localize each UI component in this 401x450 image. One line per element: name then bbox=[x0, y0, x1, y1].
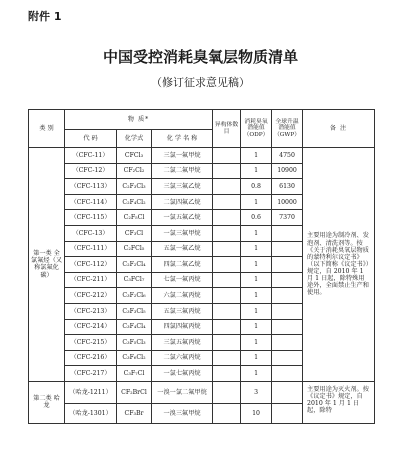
formula-cell: C₂F₄Cl₂ bbox=[117, 194, 152, 210]
formula-cell: C₃F₇Cl bbox=[117, 366, 152, 382]
code-cell: （CFC-13） bbox=[65, 225, 117, 241]
odp-cell: 1 bbox=[241, 163, 272, 179]
chem-name-cell: 七氯一氟丙烷 bbox=[152, 272, 213, 288]
formula-cell: C₂F₃Cl₃ bbox=[117, 179, 152, 195]
code-cell: （CFC-212） bbox=[65, 288, 117, 304]
header-code: 代 码 bbox=[65, 130, 117, 148]
gwp-cell bbox=[272, 241, 303, 257]
odp-cell: 0.6 bbox=[241, 210, 272, 226]
chem-name-cell: 四氯二氟乙烷 bbox=[152, 257, 213, 273]
formula-cell: C₂F₅Cl bbox=[117, 210, 152, 226]
gwp-cell bbox=[272, 366, 303, 382]
formula-cell: C₃F₄Cl₄ bbox=[117, 319, 152, 335]
header-gwp: 全球升温潜能值（GWP） bbox=[272, 110, 303, 148]
formula-cell: CF₂Cl₂ bbox=[117, 163, 152, 179]
odp-cell: 10 bbox=[241, 403, 272, 423]
code-cell: （CFC-11） bbox=[65, 148, 117, 164]
chem-name-cell: 一溴一氯二氟甲烷 bbox=[152, 381, 213, 403]
code-cell: （CFC-115） bbox=[65, 210, 117, 226]
code-cell: （CFC-217） bbox=[65, 366, 117, 382]
header-substance: 物 质* bbox=[65, 110, 213, 130]
gwp-cell: 7370 bbox=[272, 210, 303, 226]
isomers-cell bbox=[213, 381, 241, 403]
category-cell: 第二类 哈龙 bbox=[29, 381, 65, 423]
formula-cell: C₃F₆Cl₂ bbox=[117, 350, 152, 366]
gwp-cell: 4750 bbox=[272, 148, 303, 164]
isomers-cell bbox=[213, 403, 241, 423]
formula-cell: CF₃Cl bbox=[117, 225, 152, 241]
chem-name-cell: 四氯四氟丙烷 bbox=[152, 319, 213, 335]
odp-cell: 3 bbox=[241, 381, 272, 403]
table-body bbox=[29, 148, 375, 424]
formula-cell: C₂FCl₅ bbox=[117, 241, 152, 257]
gwp-cell bbox=[272, 319, 303, 335]
odp-cell: 1 bbox=[241, 319, 272, 335]
code-cell: （CFC-114） bbox=[65, 194, 117, 210]
formula-cell: CF₃Br bbox=[117, 403, 152, 423]
odp-cell: 1 bbox=[241, 194, 272, 210]
isomers-cell bbox=[213, 272, 241, 288]
chem-name-cell: 二氯二氟甲烷 bbox=[152, 163, 213, 179]
header-odp: 消耗臭氧潜能值（ODP） bbox=[241, 110, 272, 148]
header-formula: 化学式 bbox=[117, 130, 152, 148]
chem-name-cell: 五氯三氟丙烷 bbox=[152, 303, 213, 319]
page-title: 中国受控消耗臭氧层物质清单 bbox=[102, 48, 298, 66]
attachment-label: 附件 1 bbox=[28, 10, 62, 23]
odp-cell: 1 bbox=[241, 241, 272, 257]
chem-name-cell: 三氯三氟乙烷 bbox=[152, 179, 213, 195]
code-cell: （CFC-214） bbox=[65, 319, 117, 335]
odp-cell: 1 bbox=[241, 257, 272, 273]
category-cell: 第一类 全氯氟烃（又称氯氟化碳） bbox=[29, 148, 65, 382]
isomers-cell bbox=[213, 210, 241, 226]
formula-cell: C₃F₅Cl₃ bbox=[117, 335, 152, 351]
isomers-cell bbox=[213, 225, 241, 241]
isomers-cell bbox=[213, 148, 241, 164]
chem-name-cell: 一氯三氟甲烷 bbox=[152, 225, 213, 241]
code-cell: （哈龙-1211） bbox=[65, 381, 117, 403]
gwp-cell: 10900 bbox=[272, 163, 303, 179]
header-chem-name: 化 学 名 称 bbox=[152, 130, 213, 148]
chem-name-cell: 一氯五氟乙烷 bbox=[152, 210, 213, 226]
formula-cell: C₂F₂Cl₄ bbox=[117, 257, 152, 273]
gwp-cell bbox=[272, 257, 303, 273]
chem-name-cell: 一氯七氟丙烷 bbox=[152, 366, 213, 382]
odp-cell: 1 bbox=[241, 148, 272, 164]
formula-cell: CFCl₃ bbox=[117, 148, 152, 164]
code-cell: （CFC-215） bbox=[65, 335, 117, 351]
isomers-cell bbox=[213, 288, 241, 304]
odp-cell: 1 bbox=[241, 272, 272, 288]
odp-cell: 1 bbox=[241, 366, 272, 382]
table-row bbox=[29, 148, 375, 164]
odp-cell: 0.8 bbox=[241, 179, 272, 195]
gwp-cell bbox=[272, 303, 303, 319]
isomers-cell bbox=[213, 366, 241, 382]
isomers-cell bbox=[213, 257, 241, 273]
chem-name-cell: 二氯六氟丙烷 bbox=[152, 350, 213, 366]
substance-table bbox=[28, 109, 375, 424]
gwp-cell bbox=[272, 335, 303, 351]
code-cell: （CFC-213） bbox=[65, 303, 117, 319]
isomers-cell bbox=[213, 303, 241, 319]
isomers-cell bbox=[213, 350, 241, 366]
isomers-cell bbox=[213, 319, 241, 335]
formula-cell: CF₂BrCl bbox=[117, 381, 152, 403]
gwp-cell bbox=[272, 225, 303, 241]
isomers-cell bbox=[213, 335, 241, 351]
remark-cell: 主要用途为灭火剂。按《议定书》规定，自 2010 年 1 月 1 日起，除特 bbox=[303, 381, 375, 423]
header-remarks: 备 注 bbox=[303, 110, 375, 148]
isomers-cell bbox=[213, 241, 241, 257]
formula-cell: C₃F₃Cl₅ bbox=[117, 303, 152, 319]
remark-cell: 主要用途为制冷剂、发泡剂、清洗剂等。按《关于消耗臭氧层物质的蒙特利尔议定书》（以下简称《议定书》）规定，自 2010 年 1 月 1 日起，除特殊用途外，全面禁止生产和使用。 bbox=[303, 148, 375, 382]
chem-name-cell: 二氯四氟乙烷 bbox=[152, 194, 213, 210]
gwp-cell bbox=[272, 272, 303, 288]
code-cell: （CFC-113） bbox=[65, 179, 117, 195]
isomers-cell bbox=[213, 163, 241, 179]
code-cell: （哈龙-1301） bbox=[65, 403, 117, 423]
header-category: 类 别 bbox=[29, 110, 65, 148]
gwp-cell: 6130 bbox=[272, 179, 303, 195]
chem-name-cell: 三氯一氟甲烷 bbox=[152, 148, 213, 164]
code-cell: （CFC-211） bbox=[65, 272, 117, 288]
chem-name-cell: 五氯一氟乙烷 bbox=[152, 241, 213, 257]
gwp-cell bbox=[272, 381, 303, 403]
odp-cell: 1 bbox=[241, 303, 272, 319]
isomers-cell bbox=[213, 194, 241, 210]
gwp-cell bbox=[272, 350, 303, 366]
odp-cell: 1 bbox=[241, 288, 272, 304]
code-cell: （CFC-12） bbox=[65, 163, 117, 179]
page-subtitle: （修订征求意见稿） bbox=[151, 76, 250, 89]
code-cell: （CFC-111） bbox=[65, 241, 117, 257]
gwp-cell bbox=[272, 403, 303, 423]
odp-cell: 1 bbox=[241, 335, 272, 351]
odp-cell: 1 bbox=[241, 225, 272, 241]
chem-name-cell: 一溴三氟甲烷 bbox=[152, 403, 213, 423]
chem-name-cell: 六氯二氟丙烷 bbox=[152, 288, 213, 304]
header-isomers: 异构体数目 bbox=[213, 110, 241, 148]
code-cell: （CFC-112） bbox=[65, 257, 117, 273]
table-row bbox=[29, 381, 375, 403]
gwp-cell bbox=[272, 288, 303, 304]
formula-cell: C₃FCl₇ bbox=[117, 272, 152, 288]
isomers-cell bbox=[213, 179, 241, 195]
chem-name-cell: 三氯五氟丙烷 bbox=[152, 335, 213, 351]
formula-cell: C₃F₂Cl₆ bbox=[117, 288, 152, 304]
code-cell: （CFC-216） bbox=[65, 350, 117, 366]
gwp-cell: 10000 bbox=[272, 194, 303, 210]
odp-cell: 1 bbox=[241, 350, 272, 366]
